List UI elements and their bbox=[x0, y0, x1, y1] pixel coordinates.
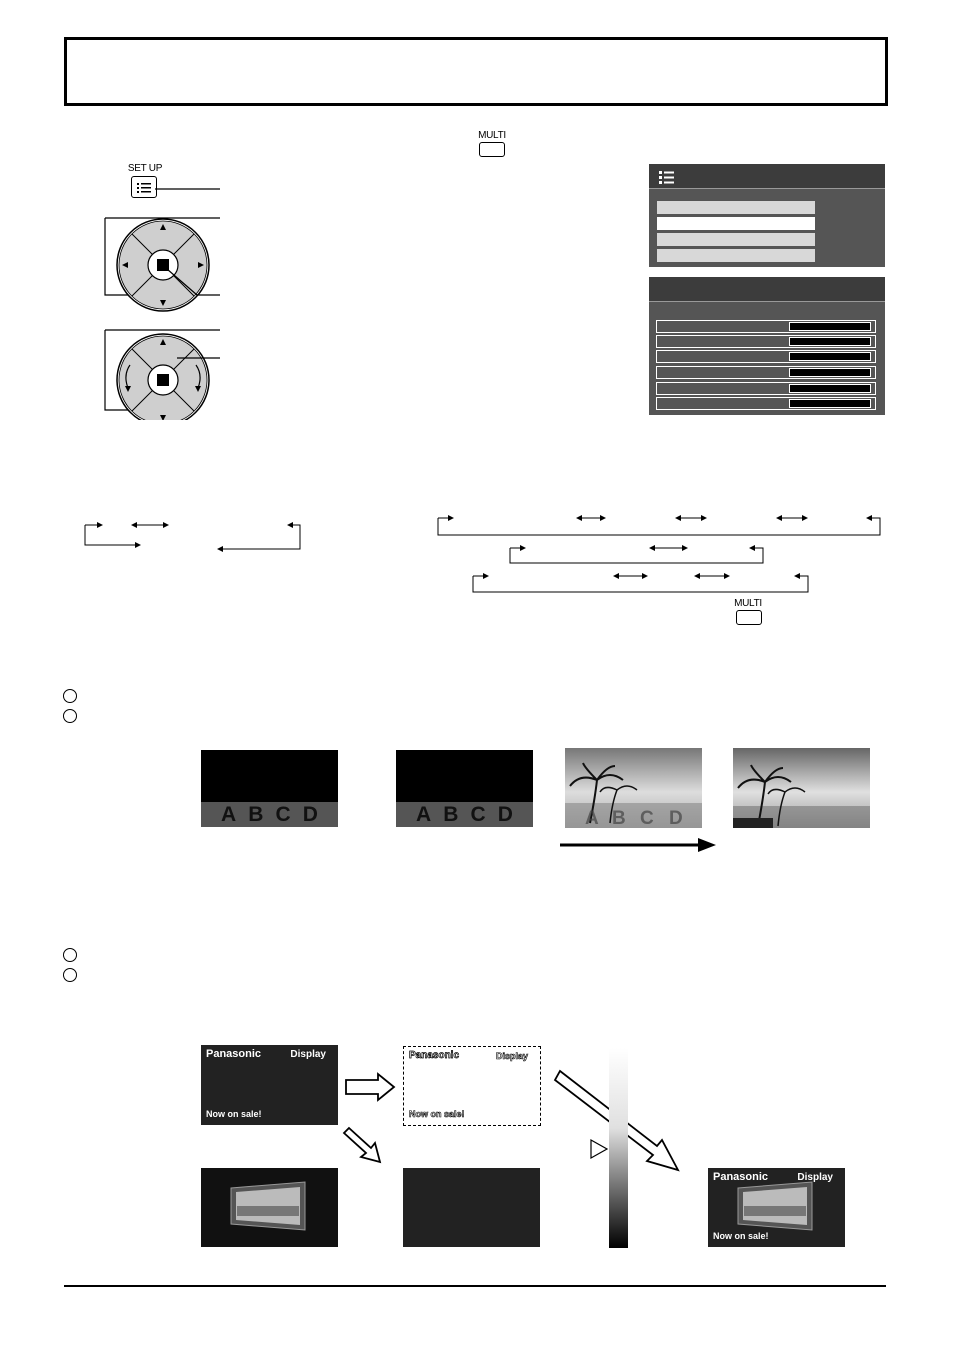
menu-item[interactable] bbox=[657, 201, 815, 214]
promo-tagline-outline: Now on sale! bbox=[409, 1109, 465, 1119]
page-title-frame bbox=[64, 37, 888, 106]
promo-tagline: Now on sale! bbox=[206, 1109, 262, 1119]
remote-dpad-diagram bbox=[95, 180, 225, 420]
circle-marker bbox=[63, 689, 77, 703]
setting-row[interactable] bbox=[656, 397, 876, 410]
cycle-diagram-right bbox=[430, 510, 890, 600]
multipip-button-label-2: MULTI bbox=[734, 598, 762, 609]
circle-marker bbox=[63, 948, 77, 962]
svg-text:A: A bbox=[585, 808, 599, 828]
cycle-diagram-left bbox=[75, 515, 315, 560]
screen-monitor-image bbox=[201, 1168, 338, 1247]
multipip-button-label: MULTI bbox=[478, 130, 506, 141]
screen-beach-abcd bbox=[565, 748, 702, 828]
promo-screen bbox=[201, 1045, 338, 1125]
setup-button-label: SET UP bbox=[127, 163, 163, 174]
setting-row[interactable] bbox=[656, 320, 876, 333]
hollow-arrow-right-icon bbox=[344, 1072, 396, 1102]
transition-arrow-icon bbox=[560, 836, 720, 854]
multipip-button-2[interactable] bbox=[736, 610, 762, 625]
promo-brand-outline: Panasonic bbox=[409, 1050, 460, 1061]
setup-menu-screen bbox=[649, 164, 885, 267]
promo-combined-screen bbox=[708, 1168, 845, 1247]
promo-brand: Panasonic bbox=[206, 1048, 262, 1060]
screen-black-abcd bbox=[201, 750, 338, 827]
pointer-triangle-icon bbox=[589, 1138, 609, 1160]
menu-item[interactable] bbox=[657, 233, 815, 246]
promo-tagline: Now on sale! bbox=[713, 1231, 769, 1241]
gradient-bar bbox=[609, 1048, 628, 1248]
promo-product-outline: Display bbox=[495, 1051, 528, 1061]
multipip-button[interactable] bbox=[479, 142, 505, 157]
abcd-bar: A B C D bbox=[201, 802, 338, 827]
screen-beach bbox=[733, 748, 870, 828]
svg-text:C: C bbox=[640, 808, 654, 828]
footer-rule bbox=[64, 1285, 886, 1287]
menu-list-icon bbox=[649, 164, 679, 188]
screen-black-abcd-2 bbox=[396, 750, 533, 827]
svg-text:D: D bbox=[669, 808, 683, 828]
setting-row[interactable] bbox=[656, 350, 876, 363]
setting-row[interactable] bbox=[656, 382, 876, 395]
screen-blank bbox=[403, 1168, 540, 1247]
circle-marker bbox=[63, 709, 77, 723]
menu-item-selected[interactable] bbox=[657, 217, 815, 230]
setting-row[interactable] bbox=[656, 366, 876, 379]
promo-product: Display bbox=[797, 1172, 833, 1183]
submenu-screen bbox=[649, 277, 885, 415]
promo-screen-outline bbox=[403, 1046, 541, 1126]
promo-brand: Panasonic bbox=[713, 1171, 769, 1183]
svg-text:B: B bbox=[612, 808, 626, 828]
abcd-bar: A B C D bbox=[396, 802, 533, 827]
promo-product: Display bbox=[290, 1049, 326, 1060]
circle-marker bbox=[63, 968, 77, 982]
setting-row[interactable] bbox=[656, 335, 876, 348]
menu-item[interactable] bbox=[657, 249, 815, 262]
hollow-arrow-down-right-icon bbox=[342, 1125, 390, 1167]
